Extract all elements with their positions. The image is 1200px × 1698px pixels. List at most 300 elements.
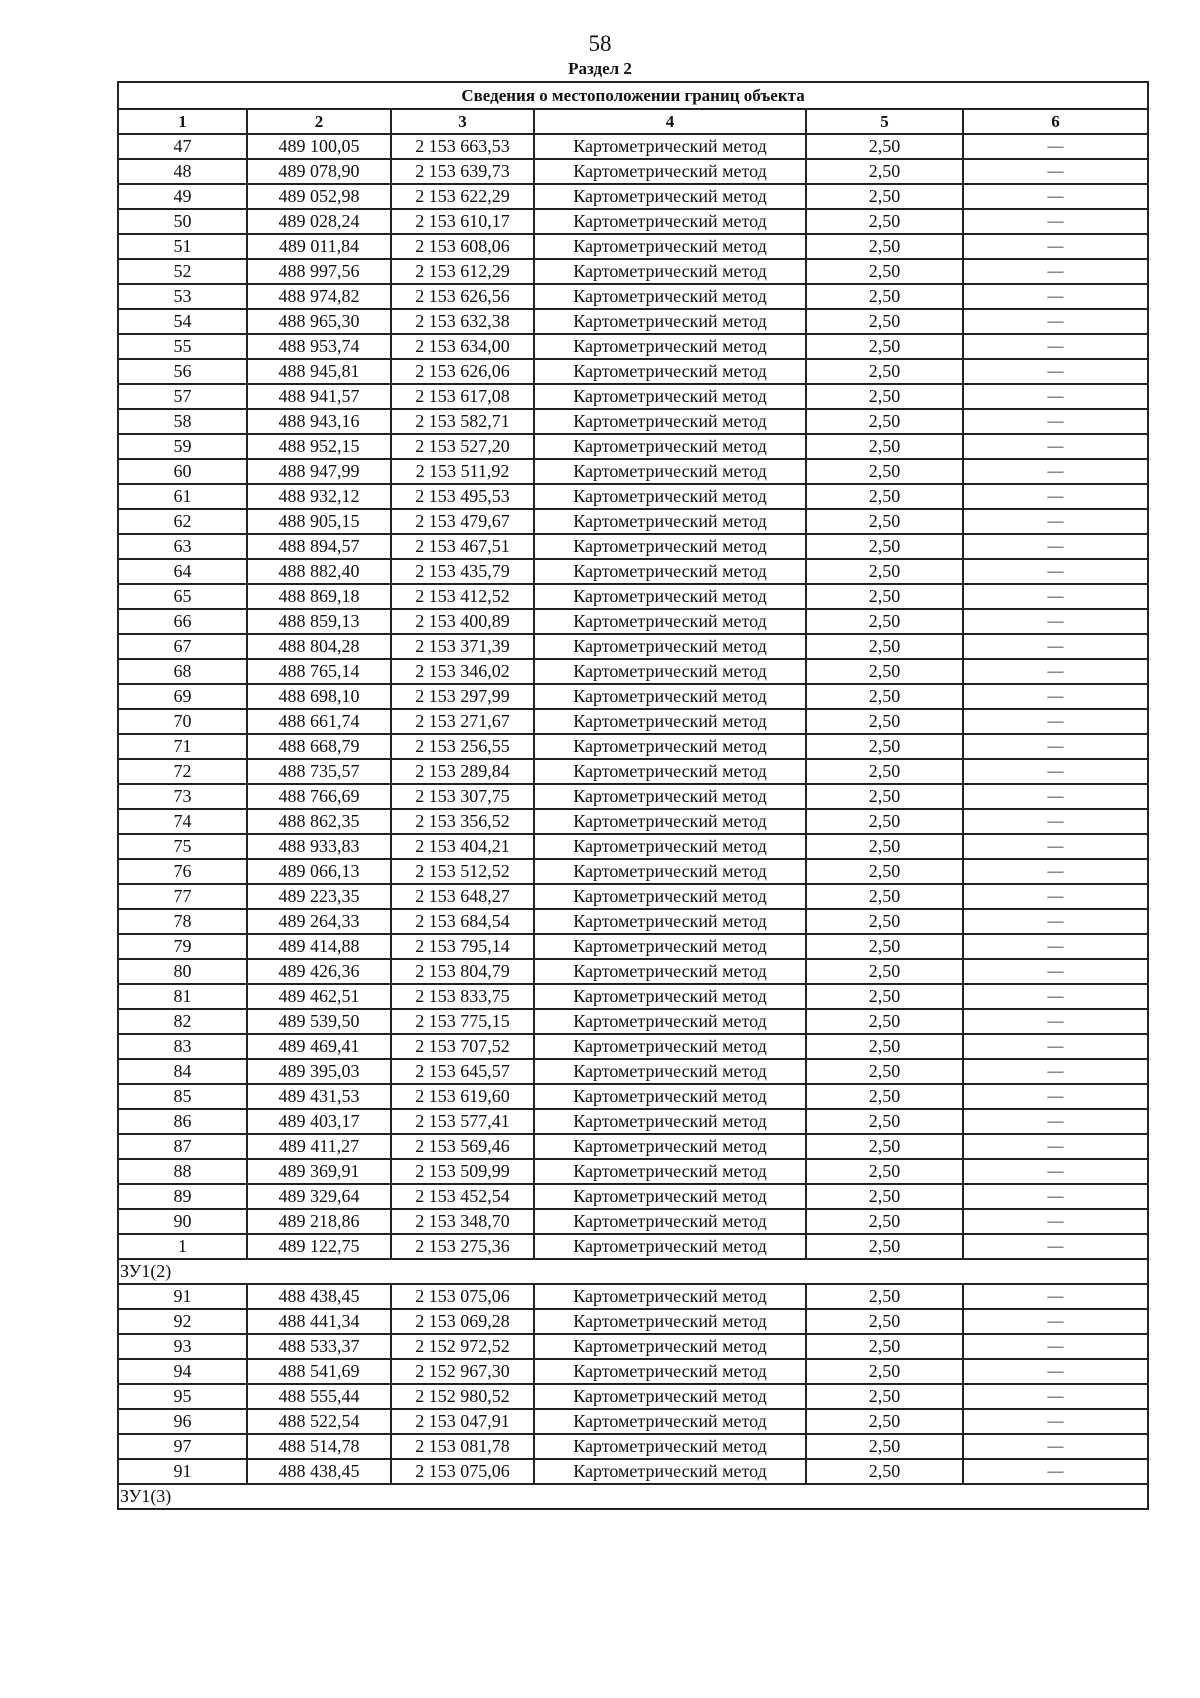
- point-number-cell: 55: [118, 334, 247, 359]
- table-row: [118, 1059, 1148, 1084]
- y-coordinate-cell: 2 153 707,52: [391, 1034, 534, 1059]
- y-coordinate-cell: 2 153 348,70: [391, 1209, 534, 1234]
- description-cell: —: [963, 1134, 1148, 1159]
- accuracy-cell: 2,50: [806, 784, 963, 809]
- x-coordinate-cell: 489 329,64: [247, 1184, 391, 1209]
- point-number-cell: 67: [118, 634, 247, 659]
- point-number-cell: 80: [118, 959, 247, 984]
- point-number-cell: 62: [118, 509, 247, 534]
- y-coordinate-cell: 2 153 527,20: [391, 434, 534, 459]
- y-coordinate-cell: 2 153 512,52: [391, 859, 534, 884]
- accuracy-cell: 2,50: [806, 734, 963, 759]
- point-number-cell: 1: [118, 1234, 247, 1259]
- y-coordinate-cell: 2 153 684,54: [391, 909, 534, 934]
- y-coordinate-cell: 2 153 612,29: [391, 259, 534, 284]
- table-row: [118, 234, 1148, 259]
- point-number-cell: 83: [118, 1034, 247, 1059]
- method-cell: Картометрический метод: [534, 934, 806, 959]
- description-cell: —: [963, 509, 1148, 534]
- y-coordinate-cell: 2 153 648,27: [391, 884, 534, 909]
- method-cell: Картометрический метод: [534, 1059, 806, 1084]
- description-cell: —: [963, 1309, 1148, 1334]
- accuracy-cell: 2,50: [806, 209, 963, 234]
- y-coordinate-cell: 2 153 509,99: [391, 1159, 534, 1184]
- description-cell: —: [963, 534, 1148, 559]
- point-number-cell: 92: [118, 1309, 247, 1334]
- table-row: [118, 984, 1148, 1009]
- y-coordinate-cell: 2 153 608,06: [391, 234, 534, 259]
- column-header: 3: [391, 109, 534, 134]
- table-row: [118, 559, 1148, 584]
- table-row: [118, 1159, 1148, 1184]
- y-coordinate-cell: 2 153 412,52: [391, 584, 534, 609]
- accuracy-cell: 2,50: [806, 309, 963, 334]
- description-cell: —: [963, 1359, 1148, 1384]
- boundary-coordinates-table: [117, 81, 1149, 1510]
- x-coordinate-cell: 489 011,84: [247, 234, 391, 259]
- description-cell: —: [963, 359, 1148, 384]
- table-row: [118, 334, 1148, 359]
- table-row: [118, 1434, 1148, 1459]
- accuracy-cell: 2,50: [806, 334, 963, 359]
- x-coordinate-cell: 488 859,13: [247, 609, 391, 634]
- y-coordinate-cell: 2 153 622,29: [391, 184, 534, 209]
- table-row: [118, 534, 1148, 559]
- column-header: 5: [806, 109, 963, 134]
- description-cell: —: [963, 409, 1148, 434]
- description-cell: —: [963, 834, 1148, 859]
- point-number-cell: 97: [118, 1434, 247, 1459]
- x-coordinate-cell: 488 945,81: [247, 359, 391, 384]
- y-coordinate-cell: 2 153 626,56: [391, 284, 534, 309]
- x-coordinate-cell: 489 469,41: [247, 1034, 391, 1059]
- point-number-cell: 68: [118, 659, 247, 684]
- description-cell: —: [963, 634, 1148, 659]
- description-cell: —: [963, 1209, 1148, 1234]
- accuracy-cell: 2,50: [806, 709, 963, 734]
- table-row: [118, 434, 1148, 459]
- point-number-cell: 86: [118, 1109, 247, 1134]
- table-row: [118, 584, 1148, 609]
- description-cell: —: [963, 1384, 1148, 1409]
- table-row: [118, 309, 1148, 334]
- description-cell: —: [963, 1234, 1148, 1259]
- y-coordinate-cell: 2 153 479,67: [391, 509, 534, 534]
- description-cell: —: [963, 1109, 1148, 1134]
- method-cell: Картометрический метод: [534, 409, 806, 434]
- y-coordinate-cell: 2 152 972,52: [391, 1334, 534, 1359]
- description-cell: —: [963, 1034, 1148, 1059]
- table-row: [118, 209, 1148, 234]
- point-number-cell: 77: [118, 884, 247, 909]
- y-coordinate-cell: 2 153 795,14: [391, 934, 534, 959]
- method-cell: Картометрический метод: [534, 1009, 806, 1034]
- accuracy-cell: 2,50: [806, 959, 963, 984]
- accuracy-cell: 2,50: [806, 1309, 963, 1334]
- x-coordinate-cell: 488 555,44: [247, 1384, 391, 1409]
- description-cell: —: [963, 309, 1148, 334]
- description-cell: —: [963, 159, 1148, 184]
- accuracy-cell: 2,50: [806, 584, 963, 609]
- x-coordinate-cell: 488 766,69: [247, 784, 391, 809]
- description-cell: —: [963, 259, 1148, 284]
- x-coordinate-cell: 489 122,75: [247, 1234, 391, 1259]
- accuracy-cell: 2,50: [806, 459, 963, 484]
- point-number-cell: 93: [118, 1334, 247, 1359]
- x-coordinate-cell: 489 218,86: [247, 1209, 391, 1234]
- description-cell: —: [963, 284, 1148, 309]
- point-number-cell: 66: [118, 609, 247, 634]
- point-number-cell: 57: [118, 384, 247, 409]
- y-coordinate-cell: 2 153 663,53: [391, 134, 534, 159]
- page-number: 58: [588, 31, 612, 56]
- description-cell: —: [963, 1284, 1148, 1309]
- method-cell: Картометрический метод: [534, 1184, 806, 1209]
- y-coordinate-cell: 2 152 967,30: [391, 1359, 534, 1384]
- description-cell: —: [963, 959, 1148, 984]
- x-coordinate-cell: 488 441,34: [247, 1309, 391, 1334]
- description-cell: —: [963, 809, 1148, 834]
- method-cell: Картометрический метод: [534, 509, 806, 534]
- accuracy-cell: 2,50: [806, 134, 963, 159]
- x-coordinate-cell: 489 100,05: [247, 134, 391, 159]
- point-number-cell: 95: [118, 1384, 247, 1409]
- method-cell: Картометрический метод: [534, 1084, 806, 1109]
- description-cell: —: [963, 1184, 1148, 1209]
- accuracy-cell: 2,50: [806, 934, 963, 959]
- x-coordinate-cell: 488 905,15: [247, 509, 391, 534]
- method-cell: Картометрический метод: [534, 609, 806, 634]
- table-body: [118, 82, 1148, 1509]
- x-coordinate-cell: 489 539,50: [247, 1009, 391, 1034]
- accuracy-cell: 2,50: [806, 1209, 963, 1234]
- y-coordinate-cell: 2 153 833,75: [391, 984, 534, 1009]
- accuracy-cell: 2,50: [806, 559, 963, 584]
- table-caption: Сведения о местоположении границ объекта: [118, 82, 1148, 109]
- y-coordinate-cell: 2 153 297,99: [391, 684, 534, 709]
- description-cell: —: [963, 734, 1148, 759]
- table-row: [118, 1459, 1148, 1484]
- accuracy-cell: 2,50: [806, 534, 963, 559]
- method-cell: Картометрический метод: [534, 734, 806, 759]
- description-cell: —: [963, 784, 1148, 809]
- y-coordinate-cell: 2 153 404,21: [391, 834, 534, 859]
- y-coordinate-cell: 2 153 346,02: [391, 659, 534, 684]
- x-coordinate-cell: 489 369,91: [247, 1159, 391, 1184]
- y-coordinate-cell: 2 153 634,00: [391, 334, 534, 359]
- point-number-cell: 91: [118, 1459, 247, 1484]
- description-cell: —: [963, 759, 1148, 784]
- method-cell: Картометрический метод: [534, 359, 806, 384]
- table-row: [118, 1234, 1148, 1259]
- point-number-cell: 56: [118, 359, 247, 384]
- y-coordinate-cell: 2 153 632,38: [391, 309, 534, 334]
- column-header: 6: [963, 109, 1148, 134]
- x-coordinate-cell: 488 541,69: [247, 1359, 391, 1384]
- accuracy-cell: 2,50: [806, 284, 963, 309]
- x-coordinate-cell: 488 894,57: [247, 534, 391, 559]
- y-coordinate-cell: 2 153 371,39: [391, 634, 534, 659]
- x-coordinate-cell: 488 668,79: [247, 734, 391, 759]
- y-coordinate-cell: 2 153 275,36: [391, 1234, 534, 1259]
- point-number-cell: 64: [118, 559, 247, 584]
- accuracy-cell: 2,50: [806, 184, 963, 209]
- accuracy-cell: 2,50: [806, 834, 963, 859]
- table-row: [118, 659, 1148, 684]
- method-cell: Картометрический метод: [534, 1109, 806, 1134]
- method-cell: Картометрический метод: [534, 984, 806, 1009]
- column-header-row: [118, 109, 1148, 134]
- method-cell: Картометрический метод: [534, 259, 806, 284]
- description-cell: —: [963, 1409, 1148, 1434]
- table-row: [118, 259, 1148, 284]
- description-cell: —: [963, 459, 1148, 484]
- x-coordinate-cell: 488 514,78: [247, 1434, 391, 1459]
- method-cell: Картометрический метод: [534, 209, 806, 234]
- accuracy-cell: 2,50: [806, 359, 963, 384]
- table-row: [118, 809, 1148, 834]
- y-coordinate-cell: 2 153 075,06: [391, 1459, 534, 1484]
- method-cell: Картометрический метод: [534, 1409, 806, 1434]
- table-row: [118, 884, 1148, 909]
- method-cell: Картометрический метод: [534, 1284, 806, 1309]
- table-row: [118, 1084, 1148, 1109]
- x-coordinate-cell: 488 735,57: [247, 759, 391, 784]
- point-number-cell: 61: [118, 484, 247, 509]
- accuracy-cell: 2,50: [806, 509, 963, 534]
- x-coordinate-cell: 488 765,14: [247, 659, 391, 684]
- point-number-cell: 59: [118, 434, 247, 459]
- x-coordinate-cell: 489 066,13: [247, 859, 391, 884]
- point-number-cell: 52: [118, 259, 247, 284]
- y-coordinate-cell: 2 153 271,67: [391, 709, 534, 734]
- table-row: [118, 609, 1148, 634]
- method-cell: Картометрический метод: [534, 709, 806, 734]
- table-row: [118, 459, 1148, 484]
- y-coordinate-cell: 2 153 804,79: [391, 959, 534, 984]
- point-number-cell: 70: [118, 709, 247, 734]
- table-row: [118, 859, 1148, 884]
- description-cell: —: [963, 134, 1148, 159]
- table-row: [118, 384, 1148, 409]
- point-number-cell: 75: [118, 834, 247, 859]
- method-cell: Картометрический метод: [534, 959, 806, 984]
- y-coordinate-cell: 2 153 610,17: [391, 209, 534, 234]
- method-cell: Картометрический метод: [534, 1334, 806, 1359]
- method-cell: Картометрический метод: [534, 434, 806, 459]
- point-number-cell: 72: [118, 759, 247, 784]
- accuracy-cell: 2,50: [806, 984, 963, 1009]
- y-coordinate-cell: 2 153 467,51: [391, 534, 534, 559]
- accuracy-cell: 2,50: [806, 1359, 963, 1384]
- method-cell: Картометрический метод: [534, 834, 806, 859]
- description-cell: —: [963, 1009, 1148, 1034]
- description-cell: —: [963, 184, 1148, 209]
- point-number-cell: 73: [118, 784, 247, 809]
- x-coordinate-cell: 488 698,10: [247, 684, 391, 709]
- y-coordinate-cell: 2 153 452,54: [391, 1184, 534, 1209]
- table-row: [118, 1209, 1148, 1234]
- point-number-cell: 89: [118, 1184, 247, 1209]
- accuracy-cell: 2,50: [806, 1109, 963, 1134]
- method-cell: Картометрический метод: [534, 184, 806, 209]
- table-row: [118, 1359, 1148, 1384]
- accuracy-cell: 2,50: [806, 659, 963, 684]
- point-number-cell: 53: [118, 284, 247, 309]
- point-number-cell: 87: [118, 1134, 247, 1159]
- table-row: [118, 409, 1148, 434]
- table-row: [118, 909, 1148, 934]
- x-coordinate-cell: 488 438,45: [247, 1284, 391, 1309]
- point-number-cell: 94: [118, 1359, 247, 1384]
- point-number-cell: 74: [118, 809, 247, 834]
- accuracy-cell: 2,50: [806, 1059, 963, 1084]
- description-cell: —: [963, 484, 1148, 509]
- accuracy-cell: 2,50: [806, 434, 963, 459]
- x-coordinate-cell: 489 052,98: [247, 184, 391, 209]
- accuracy-cell: 2,50: [806, 384, 963, 409]
- y-coordinate-cell: 2 153 307,75: [391, 784, 534, 809]
- table-row: [118, 159, 1148, 184]
- accuracy-cell: 2,50: [806, 409, 963, 434]
- description-cell: —: [963, 334, 1148, 359]
- point-number-cell: 50: [118, 209, 247, 234]
- y-coordinate-cell: 2 153 775,15: [391, 1009, 534, 1034]
- group-label-row: [118, 1484, 1148, 1509]
- description-cell: —: [963, 684, 1148, 709]
- point-number-cell: 90: [118, 1209, 247, 1234]
- group-label: ЗУ1(3): [118, 1484, 1148, 1509]
- x-coordinate-cell: 488 869,18: [247, 584, 391, 609]
- x-coordinate-cell: 489 462,51: [247, 984, 391, 1009]
- point-number-cell: 76: [118, 859, 247, 884]
- method-cell: Картометрический метод: [534, 484, 806, 509]
- method-cell: Картометрический метод: [534, 659, 806, 684]
- x-coordinate-cell: 488 804,28: [247, 634, 391, 659]
- point-number-cell: 96: [118, 1409, 247, 1434]
- y-coordinate-cell: 2 153 069,28: [391, 1309, 534, 1334]
- x-coordinate-cell: 489 403,17: [247, 1109, 391, 1134]
- x-coordinate-cell: 488 933,83: [247, 834, 391, 859]
- table-row: [118, 684, 1148, 709]
- table-row: [118, 934, 1148, 959]
- x-coordinate-cell: 488 941,57: [247, 384, 391, 409]
- x-coordinate-cell: 488 974,82: [247, 284, 391, 309]
- table-row: [118, 734, 1148, 759]
- y-coordinate-cell: 2 153 356,52: [391, 809, 534, 834]
- point-number-cell: 51: [118, 234, 247, 259]
- point-number-cell: 48: [118, 159, 247, 184]
- method-cell: Картометрический метод: [534, 1134, 806, 1159]
- accuracy-cell: 2,50: [806, 1334, 963, 1359]
- x-coordinate-cell: 488 438,45: [247, 1459, 391, 1484]
- point-number-cell: 91: [118, 1284, 247, 1309]
- accuracy-cell: 2,50: [806, 1459, 963, 1484]
- table-row: [118, 1109, 1148, 1134]
- table-row: [118, 359, 1148, 384]
- column-header: 2: [247, 109, 391, 134]
- method-cell: Картометрический метод: [534, 1434, 806, 1459]
- table-row: [118, 184, 1148, 209]
- accuracy-cell: 2,50: [806, 1284, 963, 1309]
- description-cell: —: [963, 659, 1148, 684]
- table-caption-row: [118, 82, 1148, 109]
- description-cell: —: [963, 709, 1148, 734]
- y-coordinate-cell: 2 153 645,57: [391, 1059, 534, 1084]
- accuracy-cell: 2,50: [806, 1234, 963, 1259]
- x-coordinate-cell: 488 952,15: [247, 434, 391, 459]
- accuracy-cell: 2,50: [806, 684, 963, 709]
- accuracy-cell: 2,50: [806, 259, 963, 284]
- y-coordinate-cell: 2 152 980,52: [391, 1384, 534, 1409]
- section-title: Раздел 2: [568, 59, 632, 78]
- accuracy-cell: 2,50: [806, 809, 963, 834]
- method-cell: Картометрический метод: [534, 859, 806, 884]
- point-number-cell: 82: [118, 1009, 247, 1034]
- accuracy-cell: 2,50: [806, 1009, 963, 1034]
- y-coordinate-cell: 2 153 619,60: [391, 1084, 534, 1109]
- x-coordinate-cell: 488 965,30: [247, 309, 391, 334]
- table-row: [118, 1134, 1148, 1159]
- accuracy-cell: 2,50: [806, 609, 963, 634]
- x-coordinate-cell: 488 533,37: [247, 1334, 391, 1359]
- y-coordinate-cell: 2 153 617,08: [391, 384, 534, 409]
- table-row: [118, 1384, 1148, 1409]
- accuracy-cell: 2,50: [806, 859, 963, 884]
- description-cell: —: [963, 1434, 1148, 1459]
- table-row: [118, 759, 1148, 784]
- point-number-cell: 71: [118, 734, 247, 759]
- y-coordinate-cell: 2 153 400,89: [391, 609, 534, 634]
- x-coordinate-cell: 488 953,74: [247, 334, 391, 359]
- table-row: [118, 834, 1148, 859]
- table-row: [118, 634, 1148, 659]
- table-row: [118, 509, 1148, 534]
- point-number-cell: 88: [118, 1159, 247, 1184]
- accuracy-cell: 2,50: [806, 1159, 963, 1184]
- description-cell: —: [963, 1334, 1148, 1359]
- point-number-cell: 79: [118, 934, 247, 959]
- table-row: [118, 1009, 1148, 1034]
- method-cell: Картометрический метод: [534, 534, 806, 559]
- point-number-cell: 58: [118, 409, 247, 434]
- point-number-cell: 78: [118, 909, 247, 934]
- table-row: [118, 134, 1148, 159]
- accuracy-cell: 2,50: [806, 1034, 963, 1059]
- accuracy-cell: 2,50: [806, 884, 963, 909]
- method-cell: Картометрический метод: [534, 1034, 806, 1059]
- group-label-row: [118, 1259, 1148, 1284]
- method-cell: Картометрический метод: [534, 134, 806, 159]
- accuracy-cell: 2,50: [806, 234, 963, 259]
- y-coordinate-cell: 2 153 289,84: [391, 759, 534, 784]
- method-cell: Картометрический метод: [534, 634, 806, 659]
- method-cell: Картометрический метод: [534, 159, 806, 184]
- y-coordinate-cell: 2 153 511,92: [391, 459, 534, 484]
- x-coordinate-cell: 489 414,88: [247, 934, 391, 959]
- y-coordinate-cell: 2 153 495,53: [391, 484, 534, 509]
- point-number-cell: 85: [118, 1084, 247, 1109]
- method-cell: Картометрический метод: [534, 459, 806, 484]
- point-number-cell: 84: [118, 1059, 247, 1084]
- method-cell: Картометрический метод: [534, 884, 806, 909]
- point-number-cell: 54: [118, 309, 247, 334]
- table-row: [118, 1184, 1148, 1209]
- accuracy-cell: 2,50: [806, 759, 963, 784]
- x-coordinate-cell: 488 862,35: [247, 809, 391, 834]
- description-cell: —: [963, 234, 1148, 259]
- description-cell: —: [963, 1084, 1148, 1109]
